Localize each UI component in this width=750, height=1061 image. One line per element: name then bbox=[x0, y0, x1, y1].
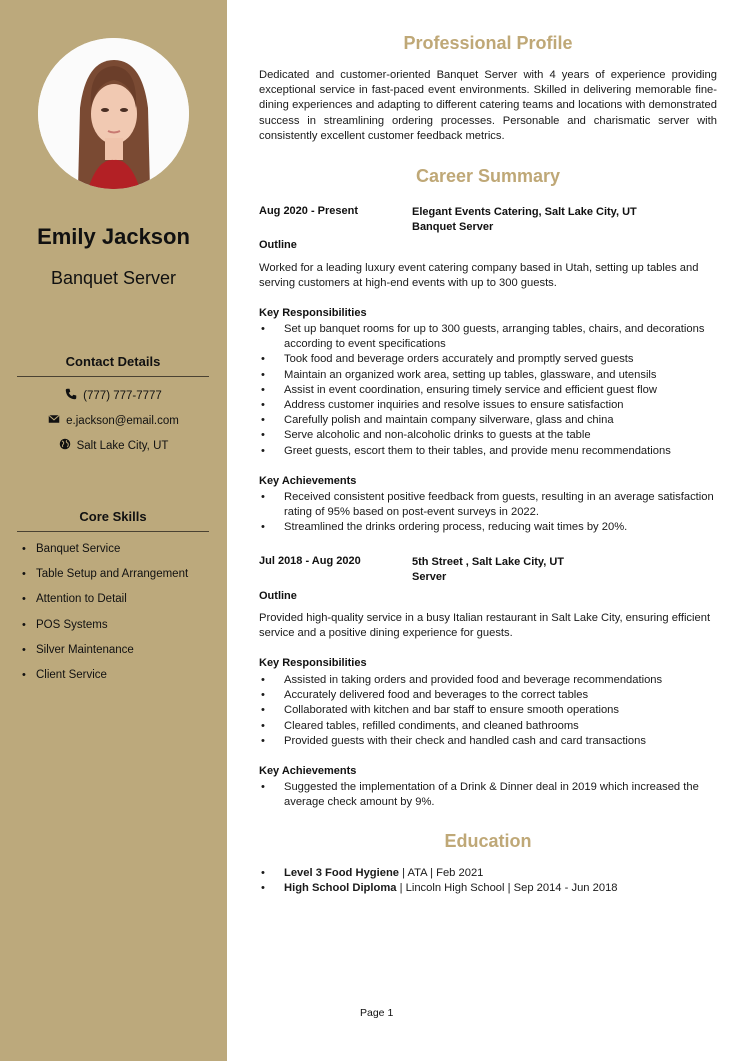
list-item: • Took food and beverage orders accurately and promptly served guests bbox=[259, 352, 717, 367]
achievements-list bbox=[259, 490, 717, 536]
job-position: Server bbox=[412, 571, 447, 583]
phone-text: (777) 777-7777 bbox=[83, 389, 162, 402]
list-item: • Maintain an organized work area, setting up tables, glassware, and utensils bbox=[259, 368, 717, 383]
education-item: • Level 3 Food Hygiene | ATA | Feb 2021 bbox=[259, 866, 717, 881]
list-item: • Cleared tables, refilled condiments, and cleaned bathrooms bbox=[259, 719, 717, 734]
list-item: • Assisted in taking orders and provided food and beverage recommendations bbox=[259, 673, 717, 688]
email-text[interactable]: e.jackson@email.com bbox=[66, 414, 179, 427]
job-position: Banquet Server bbox=[412, 221, 494, 233]
education-item: • High School Diploma | Lincoln High School | Sep 2014 - Jun 2018 bbox=[259, 881, 717, 896]
career-heading: Career Summary bbox=[415, 166, 561, 186]
contact-details-heading: Contact Details bbox=[17, 354, 209, 377]
achievements-list bbox=[259, 780, 717, 810]
profile-heading: Professional Profile bbox=[403, 33, 573, 53]
skill-item: • Table Setup and Arrangement bbox=[22, 568, 189, 581]
achievements-label: Key Achievements bbox=[259, 765, 357, 777]
list-item: • Collaborated with kitchen and bar staff to ensure smooth operations bbox=[259, 703, 717, 718]
skills-list bbox=[22, 543, 188, 694]
candidate-role: Banquet Server bbox=[50, 268, 177, 288]
responsibilities-label: Key Responsibilities bbox=[259, 307, 367, 319]
list-item: • Provided guests with their check and handled cash and card transactions bbox=[259, 734, 717, 749]
profile-text: Dedicated and customer-oriented Banquet Server with 4 years of experience providing exceptional service in fast-paced event environments. Skilled in delivering memorable fine-dining experiences and adapting to different catering teams and locations with demonstrated success in streamlining ordering processes. Personable and charismatic server with consistently excellent customer feedback metrics. bbox=[259, 69, 717, 142]
job-dates: Aug 2020 - Present bbox=[259, 205, 359, 217]
core-skills-heading: Core Skills bbox=[17, 509, 209, 532]
job-dates: Jul 2018 - Aug 2020 bbox=[259, 555, 361, 567]
outline-label: Outline bbox=[259, 239, 297, 251]
responsibilities-list bbox=[259, 322, 717, 459]
job-outline: Worked for a leading luxury event catering company based in Utah, setting up tables and serving customers at high-end events with up to 300 guests. bbox=[259, 262, 699, 290]
contact-phone bbox=[0, 388, 227, 403]
job-company: 5th Street , Salt Lake City, UT Server bbox=[412, 556, 565, 583]
list-item: • Set up banquet rooms for up to 300 guests, arranging tables, chairs, and decorations according to event specifications bbox=[259, 322, 717, 352]
contact-location bbox=[0, 438, 227, 453]
skill-item: • Attention to Detail bbox=[22, 593, 127, 606]
achievements-label: Key Achievements bbox=[259, 475, 357, 487]
responsibilities-label: Key Responsibilities bbox=[259, 657, 367, 669]
skill-item: • Silver Maintenance bbox=[22, 643, 134, 656]
education-heading: Education bbox=[444, 831, 532, 851]
education-list bbox=[259, 866, 717, 896]
list-item: • Streamlined the drinks ordering process, reducing wait times by 20%. bbox=[259, 520, 717, 535]
outline-label: Outline bbox=[259, 590, 297, 602]
skill-item: • Client Service bbox=[22, 668, 107, 681]
page-number: Page 1 bbox=[360, 1007, 394, 1019]
location-text: Salt Lake City, UT bbox=[76, 439, 169, 452]
list-item: • Greet guests, escort them to their tables, and provide menu recommendations bbox=[259, 444, 717, 459]
globe-icon bbox=[59, 438, 71, 453]
candidate-name: Emily Jackson bbox=[37, 224, 190, 249]
responsibilities-list bbox=[259, 673, 717, 749]
profile-photo bbox=[38, 38, 189, 189]
contact-email bbox=[0, 413, 227, 428]
skill-item: • POS Systems bbox=[22, 618, 108, 631]
list-item: • Suggested the implementation of a Drink & Dinner deal in 2019 which increased the average check amount by 9%. bbox=[259, 780, 717, 810]
list-item: • Serve alcoholic and non-alcoholic drinks to guests at the table bbox=[259, 428, 717, 443]
skill-item: • Banquet Service bbox=[22, 543, 121, 555]
phone-icon bbox=[65, 388, 77, 403]
list-item: • Received consistent positive feedback from guests, resulting in an average satisfaction rating of 95% based on post-event surveys in 2022. bbox=[259, 490, 717, 520]
list-item: • Assist in event coordination, ensuring timely service and efficient guest flow bbox=[259, 383, 717, 398]
list-item: • Accurately delivered food and beverages to the correct tables bbox=[259, 688, 717, 703]
sidebar bbox=[0, 0, 227, 1061]
job-outline: Provided high-quality service in a busy Italian restaurant in Salt Lake City, ensuring efficient service and a positive dining experience for guests. bbox=[259, 612, 711, 640]
list-item: • Address customer inquiries and resolve issues to ensure satisfaction bbox=[259, 398, 717, 413]
envelope-icon bbox=[48, 413, 60, 428]
list-item: • Carefully polish and maintain company silverware, glass and china bbox=[259, 413, 717, 428]
job-company: Elegant Events Catering, Salt Lake City, UT Banquet Server bbox=[412, 206, 637, 233]
